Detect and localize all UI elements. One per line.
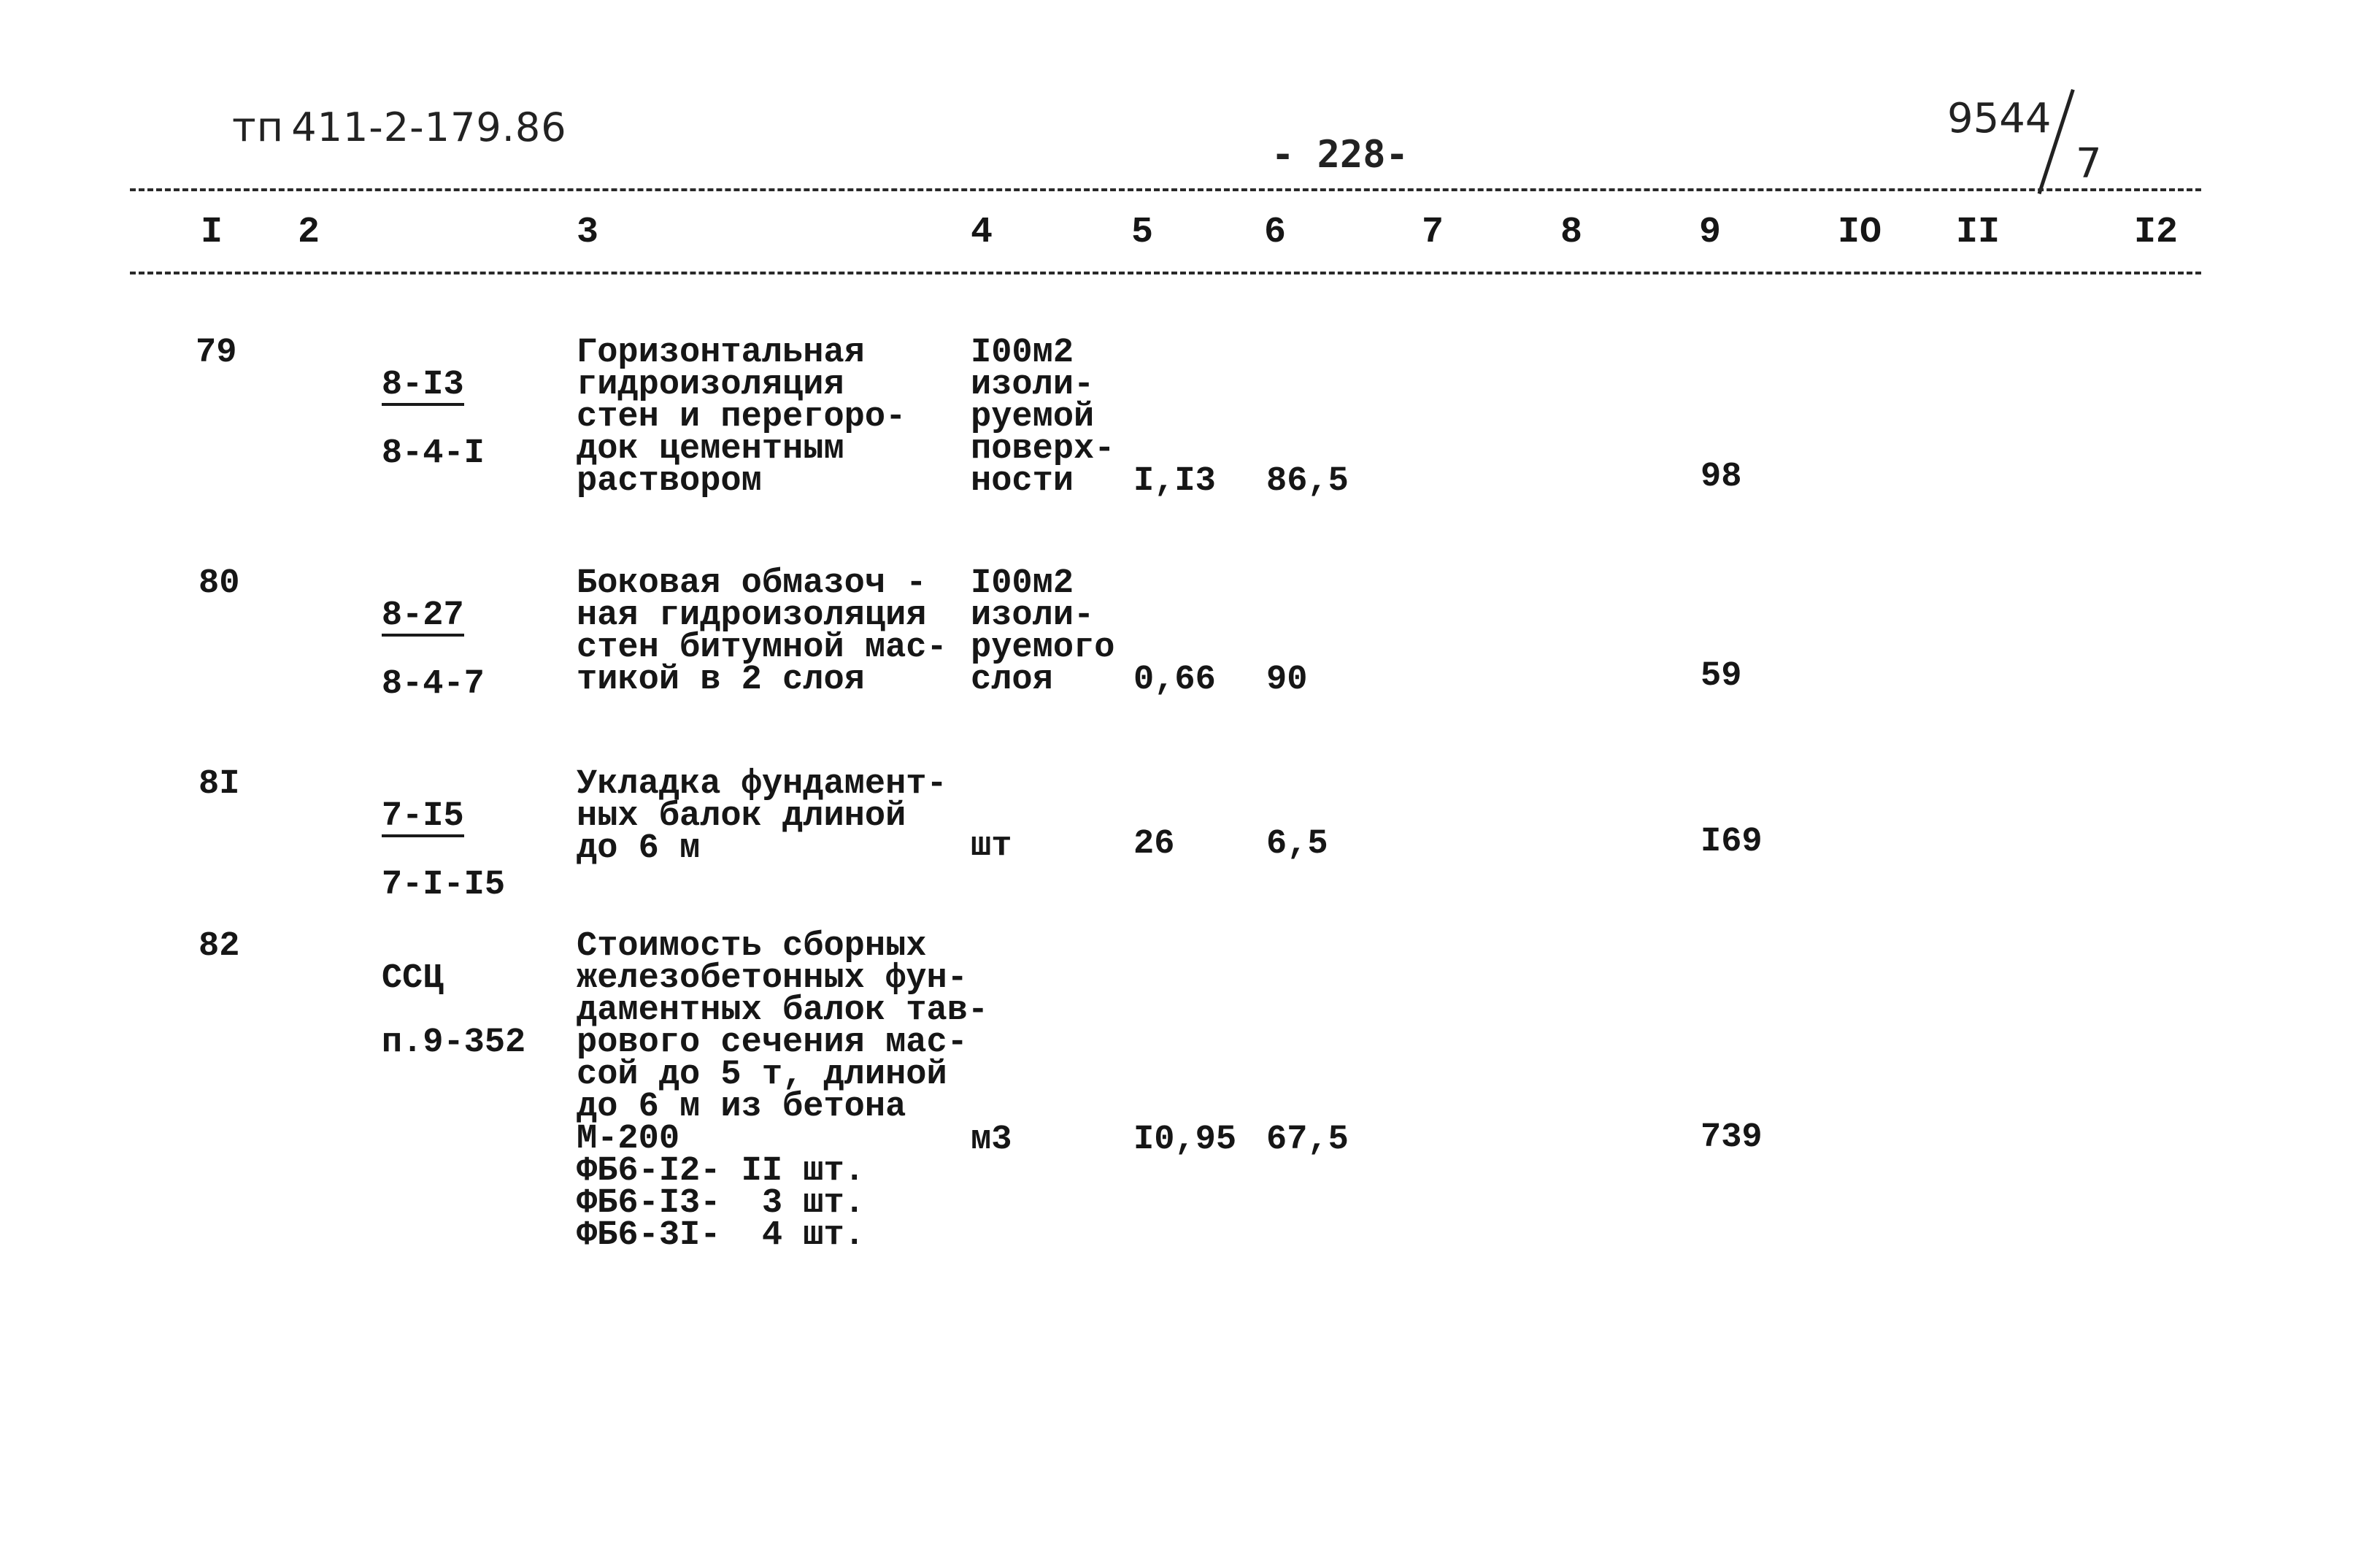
- row-number: 82: [199, 927, 240, 966]
- unit-of-measure: м3: [971, 1121, 1012, 1159]
- norm-code-top: 8-I3: [381, 366, 464, 404]
- norm-code: [299, 568, 485, 733]
- norm-code-top: 7-I5: [381, 797, 464, 836]
- column-header-10: IO: [1838, 212, 1882, 253]
- norm-code-top: 8-27: [381, 596, 464, 635]
- sheet-reference: [1947, 89, 2115, 199]
- unit-of-measure: I00м2 изоли- руемого слоя: [971, 564, 1115, 699]
- column-header-1: I: [201, 212, 223, 253]
- unit-price: 6,5: [1266, 825, 1328, 864]
- quantity: I0,95: [1133, 1121, 1237, 1159]
- row-number: 8I: [199, 765, 240, 804]
- document-code-prefix: тп: [232, 104, 285, 151]
- unit-of-measure: шт: [971, 827, 1012, 866]
- header-top-rule: [130, 188, 2201, 191]
- quantity: I,I3: [1133, 462, 1216, 501]
- column-header-12: I2: [2134, 212, 2179, 253]
- work-description: Укладка фундамент- ных балок длиной до 6 м: [577, 765, 947, 868]
- column-header-11: II: [1956, 212, 2000, 253]
- unit-of-measure: I00м2 изоли- руемой поверх- ности: [971, 334, 1115, 501]
- header-bottom-rule: [130, 272, 2201, 274]
- sheet-sub-number: 7: [2076, 140, 2102, 188]
- column-header-8: 8: [1560, 212, 1583, 253]
- row-number: 79: [196, 334, 237, 372]
- norm-code-bottom: 7-I-I5: [381, 866, 506, 904]
- total-cost: I69: [1701, 823, 1763, 861]
- column-header-6: 6: [1264, 212, 1287, 253]
- column-header-5: 5: [1131, 212, 1154, 253]
- document-code: [232, 104, 567, 151]
- column-header-3: 3: [577, 212, 599, 253]
- page-number: - 228-: [1271, 133, 1409, 177]
- norm-code-bottom: п.9-352: [381, 1023, 526, 1062]
- unit-price: 90: [1266, 661, 1308, 699]
- norm-code: [299, 931, 525, 1091]
- work-description: Горизонтальная гидроизоляция стен и перегоро- док цементным раствором: [577, 334, 906, 501]
- sheet-slash: [2055, 89, 2061, 199]
- norm-code-top: ССЦ: [381, 959, 444, 998]
- work-description: Стоимость сборных железобетонных фун- даментных балок тав- рового сечения мас- сой до 5 т, длиной до 6 м из бетона М-200 ФБ6-I2- II шт. ФБ6-I3- 3 шт. ФБ6-3I- 4 шт.: [577, 927, 989, 1255]
- norm-code-bottom: 8-4-7: [381, 665, 485, 704]
- quantity: 0,66: [1133, 661, 1216, 699]
- total-cost: 98: [1701, 458, 1742, 496]
- column-header-9: 9: [1699, 212, 1722, 253]
- column-header-2: 2: [298, 212, 320, 253]
- work-description: Боковая обмазоч - ная гидроизоляция стен битумной мас- тикой в 2 слоя: [577, 564, 947, 699]
- norm-code: [299, 769, 505, 934]
- row-number: 80: [199, 564, 240, 603]
- total-cost: 739: [1701, 1118, 1763, 1157]
- column-header-4: 4: [971, 212, 993, 253]
- unit-price: 67,5: [1266, 1121, 1349, 1159]
- sheet-number: 9544: [1947, 95, 2052, 142]
- quantity: 26: [1133, 825, 1175, 864]
- column-header-7: 7: [1422, 212, 1444, 253]
- norm-code-bottom: 8-4-I: [381, 434, 485, 473]
- document-code-number: 411-2-179.86: [291, 104, 567, 150]
- unit-price: 86,5: [1266, 462, 1349, 501]
- total-cost: 59: [1701, 657, 1742, 696]
- norm-code: [299, 337, 485, 502]
